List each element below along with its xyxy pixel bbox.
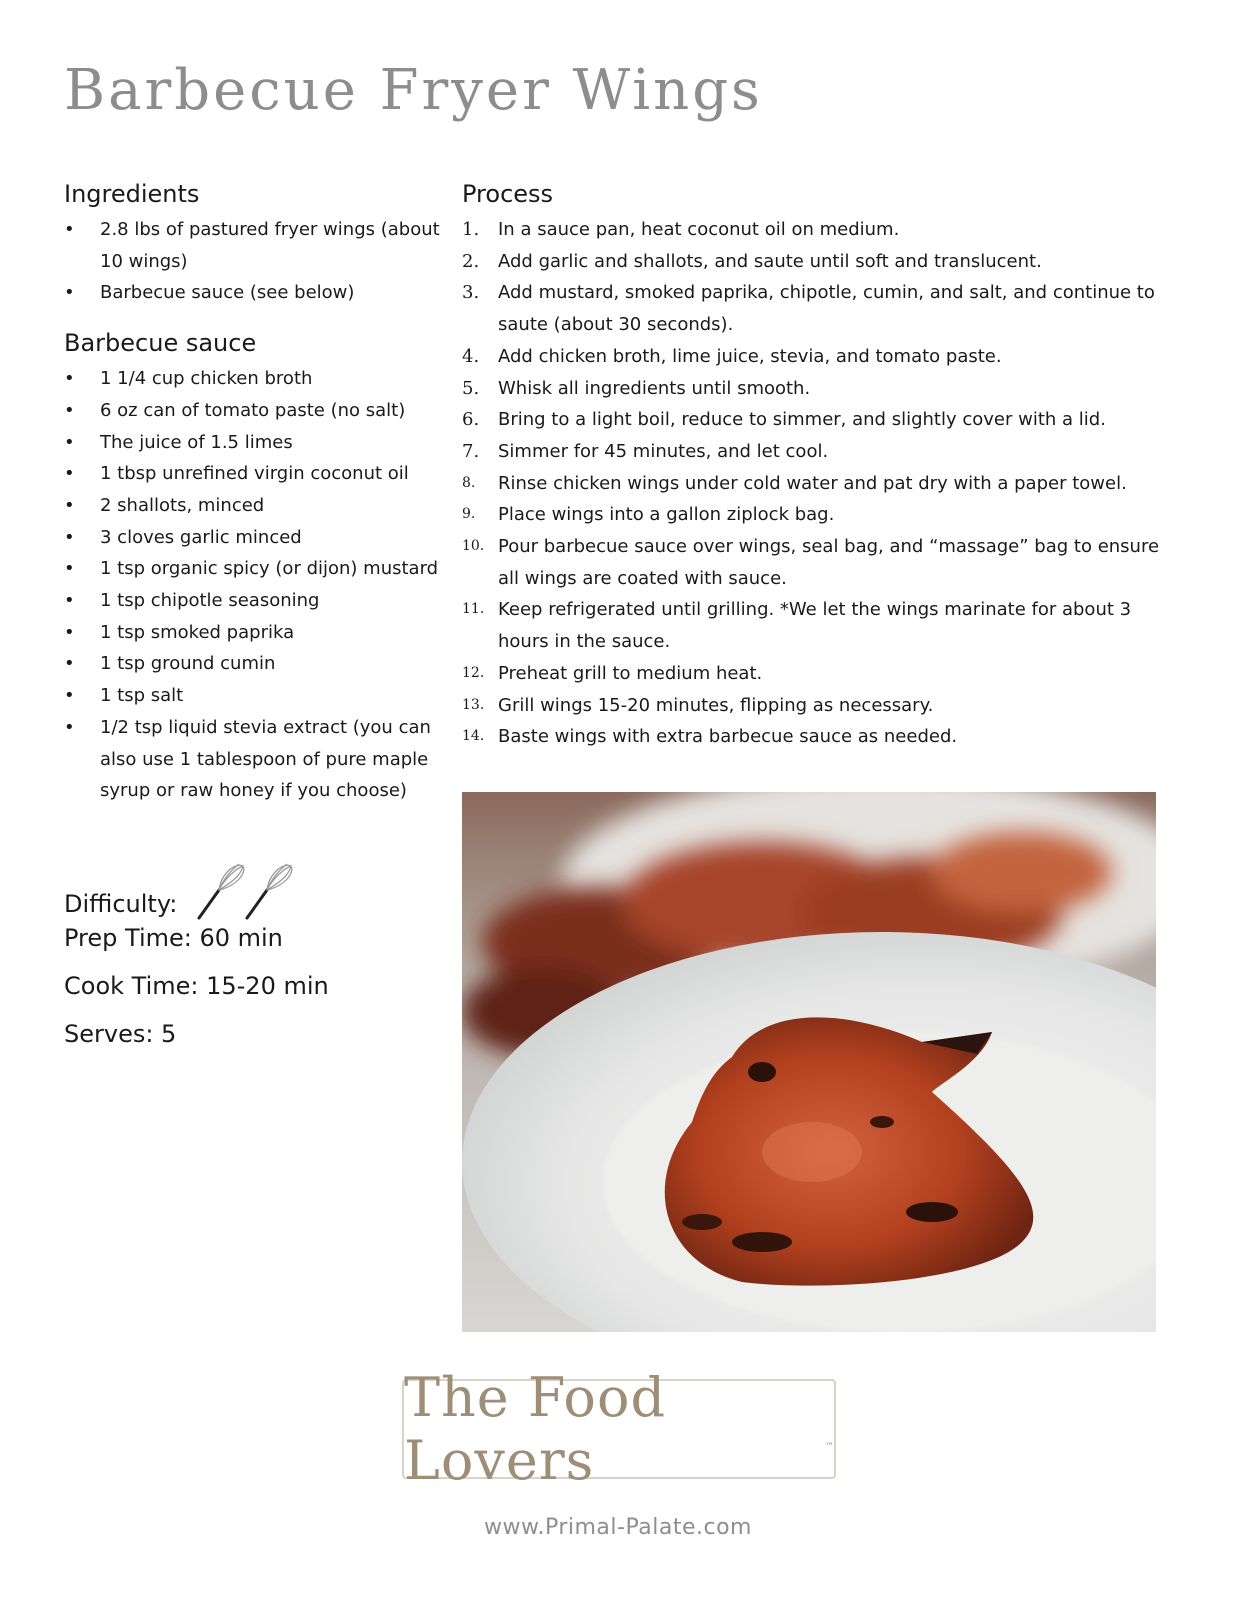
step-text: In a sauce pan, heat coconut oil on medium.	[498, 219, 900, 240]
list-item-text: 6 oz can of tomato paste (no salt)	[100, 399, 406, 421]
process-step	[462, 468, 1162, 500]
ingredients-column	[64, 180, 444, 807]
step-text: all wings are coated with sauce.	[498, 567, 787, 589]
step-text: Whisk all ingredients until smooth.	[498, 377, 811, 399]
difficulty-label: Difficulty:	[64, 890, 178, 918]
process-step	[462, 277, 1162, 340]
list-item-text: Barbecue sauce (see below)	[100, 282, 355, 304]
cook-time: Cook Time: 15-20 min	[64, 972, 329, 1000]
process-list	[462, 214, 1162, 753]
step-text: Bring to a light boil, reduce to simmer, and slightly cover with a lid.	[498, 409, 1106, 431]
step-text: Add garlic and shallots, and saute until soft and translucent.	[498, 250, 1042, 272]
step-text: Place wings into a gallon ziplock bag.	[498, 504, 835, 526]
step-text: hours in the sauce.	[498, 631, 671, 653]
process-heading: Process	[462, 180, 554, 208]
list-item-text: 2.8 lbs of pastured fryer wings (about	[100, 219, 440, 240]
list-item	[64, 680, 444, 712]
process-step	[462, 404, 1162, 436]
step-text: Baste wings with extra barbecue sauce as needed.	[498, 726, 958, 748]
logo-trademark: ™	[825, 1442, 834, 1452]
list-item-text: syrup or raw honey if you choose)	[100, 780, 407, 802]
step-text: Add chicken broth, lime juice, stevia, and tomato paste.	[498, 345, 1002, 367]
step-text: Grill wings 15-20 minutes, flipping as necessary.	[498, 694, 934, 716]
list-item	[64, 617, 444, 649]
process-step	[462, 690, 1162, 722]
list-item-text: The juice of 1.5 limes	[100, 431, 293, 453]
list-item-text: 1 tsp salt	[100, 685, 184, 707]
step-number: 3.	[462, 282, 480, 304]
list-item-text: 1 tsp smoked paprika	[100, 621, 295, 643]
chicken-wings-photo	[462, 792, 1156, 1332]
serves: Serves: 5	[64, 1020, 177, 1048]
sauce-list	[64, 363, 444, 807]
list-item	[64, 363, 444, 395]
list-item	[64, 427, 444, 459]
step-text: Pour barbecue sauce over wings, seal bag, and “massage” bag to ensure	[498, 536, 1160, 558]
process-step	[462, 373, 1162, 405]
process-step	[462, 594, 1162, 657]
list-item-text: 3 cloves garlic minced	[100, 526, 302, 548]
sauce-section	[64, 329, 444, 807]
step-number: 9.	[462, 506, 476, 523]
footer-url[interactable]: www.Primal-Palate.com	[484, 1515, 752, 1540]
list-item-text: 1 1/4 cup chicken broth	[100, 368, 313, 390]
list-item	[64, 458, 444, 490]
step-number: 5.	[462, 377, 480, 399]
step-text: Simmer for 45 minutes, and let cool.	[498, 440, 829, 462]
process-step	[462, 721, 1162, 753]
step-number: 6.	[462, 409, 480, 431]
difficulty-whisks	[195, 860, 291, 938]
ingredients-heading: Ingredients	[64, 180, 200, 208]
list-item-text: 1 tsp organic spicy (or dijon) mustard	[100, 558, 439, 580]
whisk-icon	[243, 860, 295, 938]
list-item	[64, 648, 444, 680]
process-column	[462, 180, 1162, 753]
list-item	[64, 585, 444, 617]
process-step	[462, 214, 1162, 246]
step-number: 12.	[462, 664, 485, 681]
list-item	[64, 395, 444, 427]
process-step	[462, 436, 1162, 468]
list-item	[64, 522, 444, 554]
list-item	[64, 277, 444, 309]
ingredients-list	[64, 214, 444, 309]
process-step	[462, 658, 1162, 690]
list-item-text: also use 1 tablespoon of pure maple	[100, 748, 429, 770]
difficulty-row	[64, 866, 329, 918]
step-text: Add mustard, smoked paprika, chipotle, cumin, and salt, and continue to	[498, 282, 1155, 304]
process-step	[462, 246, 1162, 278]
food-lovers-logo	[402, 1366, 836, 1492]
recipe-meta	[64, 866, 329, 1058]
step-number: 8.	[462, 474, 476, 491]
step-number: 10.	[462, 538, 485, 555]
list-item-text: 2 shallots, minced	[100, 494, 265, 516]
recipe-title: Barbecue Fryer Wings	[64, 58, 763, 123]
prep-time: Prep Time: 60 min	[64, 924, 283, 952]
step-text: Keep refrigerated until grilling. *We let the wings marinate for about 3	[498, 599, 1132, 621]
process-step	[462, 531, 1162, 594]
list-item	[64, 712, 444, 807]
step-text: Preheat grill to medium heat.	[498, 662, 763, 684]
step-number: 11.	[462, 601, 485, 618]
logo-text: The Food Lovers	[404, 1366, 667, 1492]
step-text: Rinse chicken wings under cold water and pat dry with a paper towel.	[498, 472, 1127, 494]
list-item	[64, 214, 444, 277]
sauce-heading: Barbecue sauce	[64, 329, 257, 358]
process-step	[462, 341, 1162, 373]
step-number: 1.	[462, 219, 480, 240]
list-item-text: 1 tsp ground cumin	[100, 653, 276, 675]
list-item-text: 1/2 tsp liquid stevia extract (you can	[100, 716, 431, 738]
step-number: 4.	[462, 345, 480, 367]
whisk-icon	[195, 860, 247, 938]
list-item-text: 1 tsp chipotle seasoning	[100, 590, 320, 612]
step-number: 2.	[462, 250, 480, 272]
step-number: 7.	[462, 440, 480, 462]
list-item-text: 10 wings)	[100, 250, 188, 272]
process-step	[462, 499, 1162, 531]
step-number: 13.	[462, 696, 485, 713]
list-item	[64, 490, 444, 522]
step-text: saute (about 30 seconds).	[498, 314, 734, 336]
list-item-text: 1 tbsp unrefined virgin coconut oil	[100, 463, 409, 485]
step-number: 14.	[462, 728, 485, 745]
list-item	[64, 553, 444, 585]
